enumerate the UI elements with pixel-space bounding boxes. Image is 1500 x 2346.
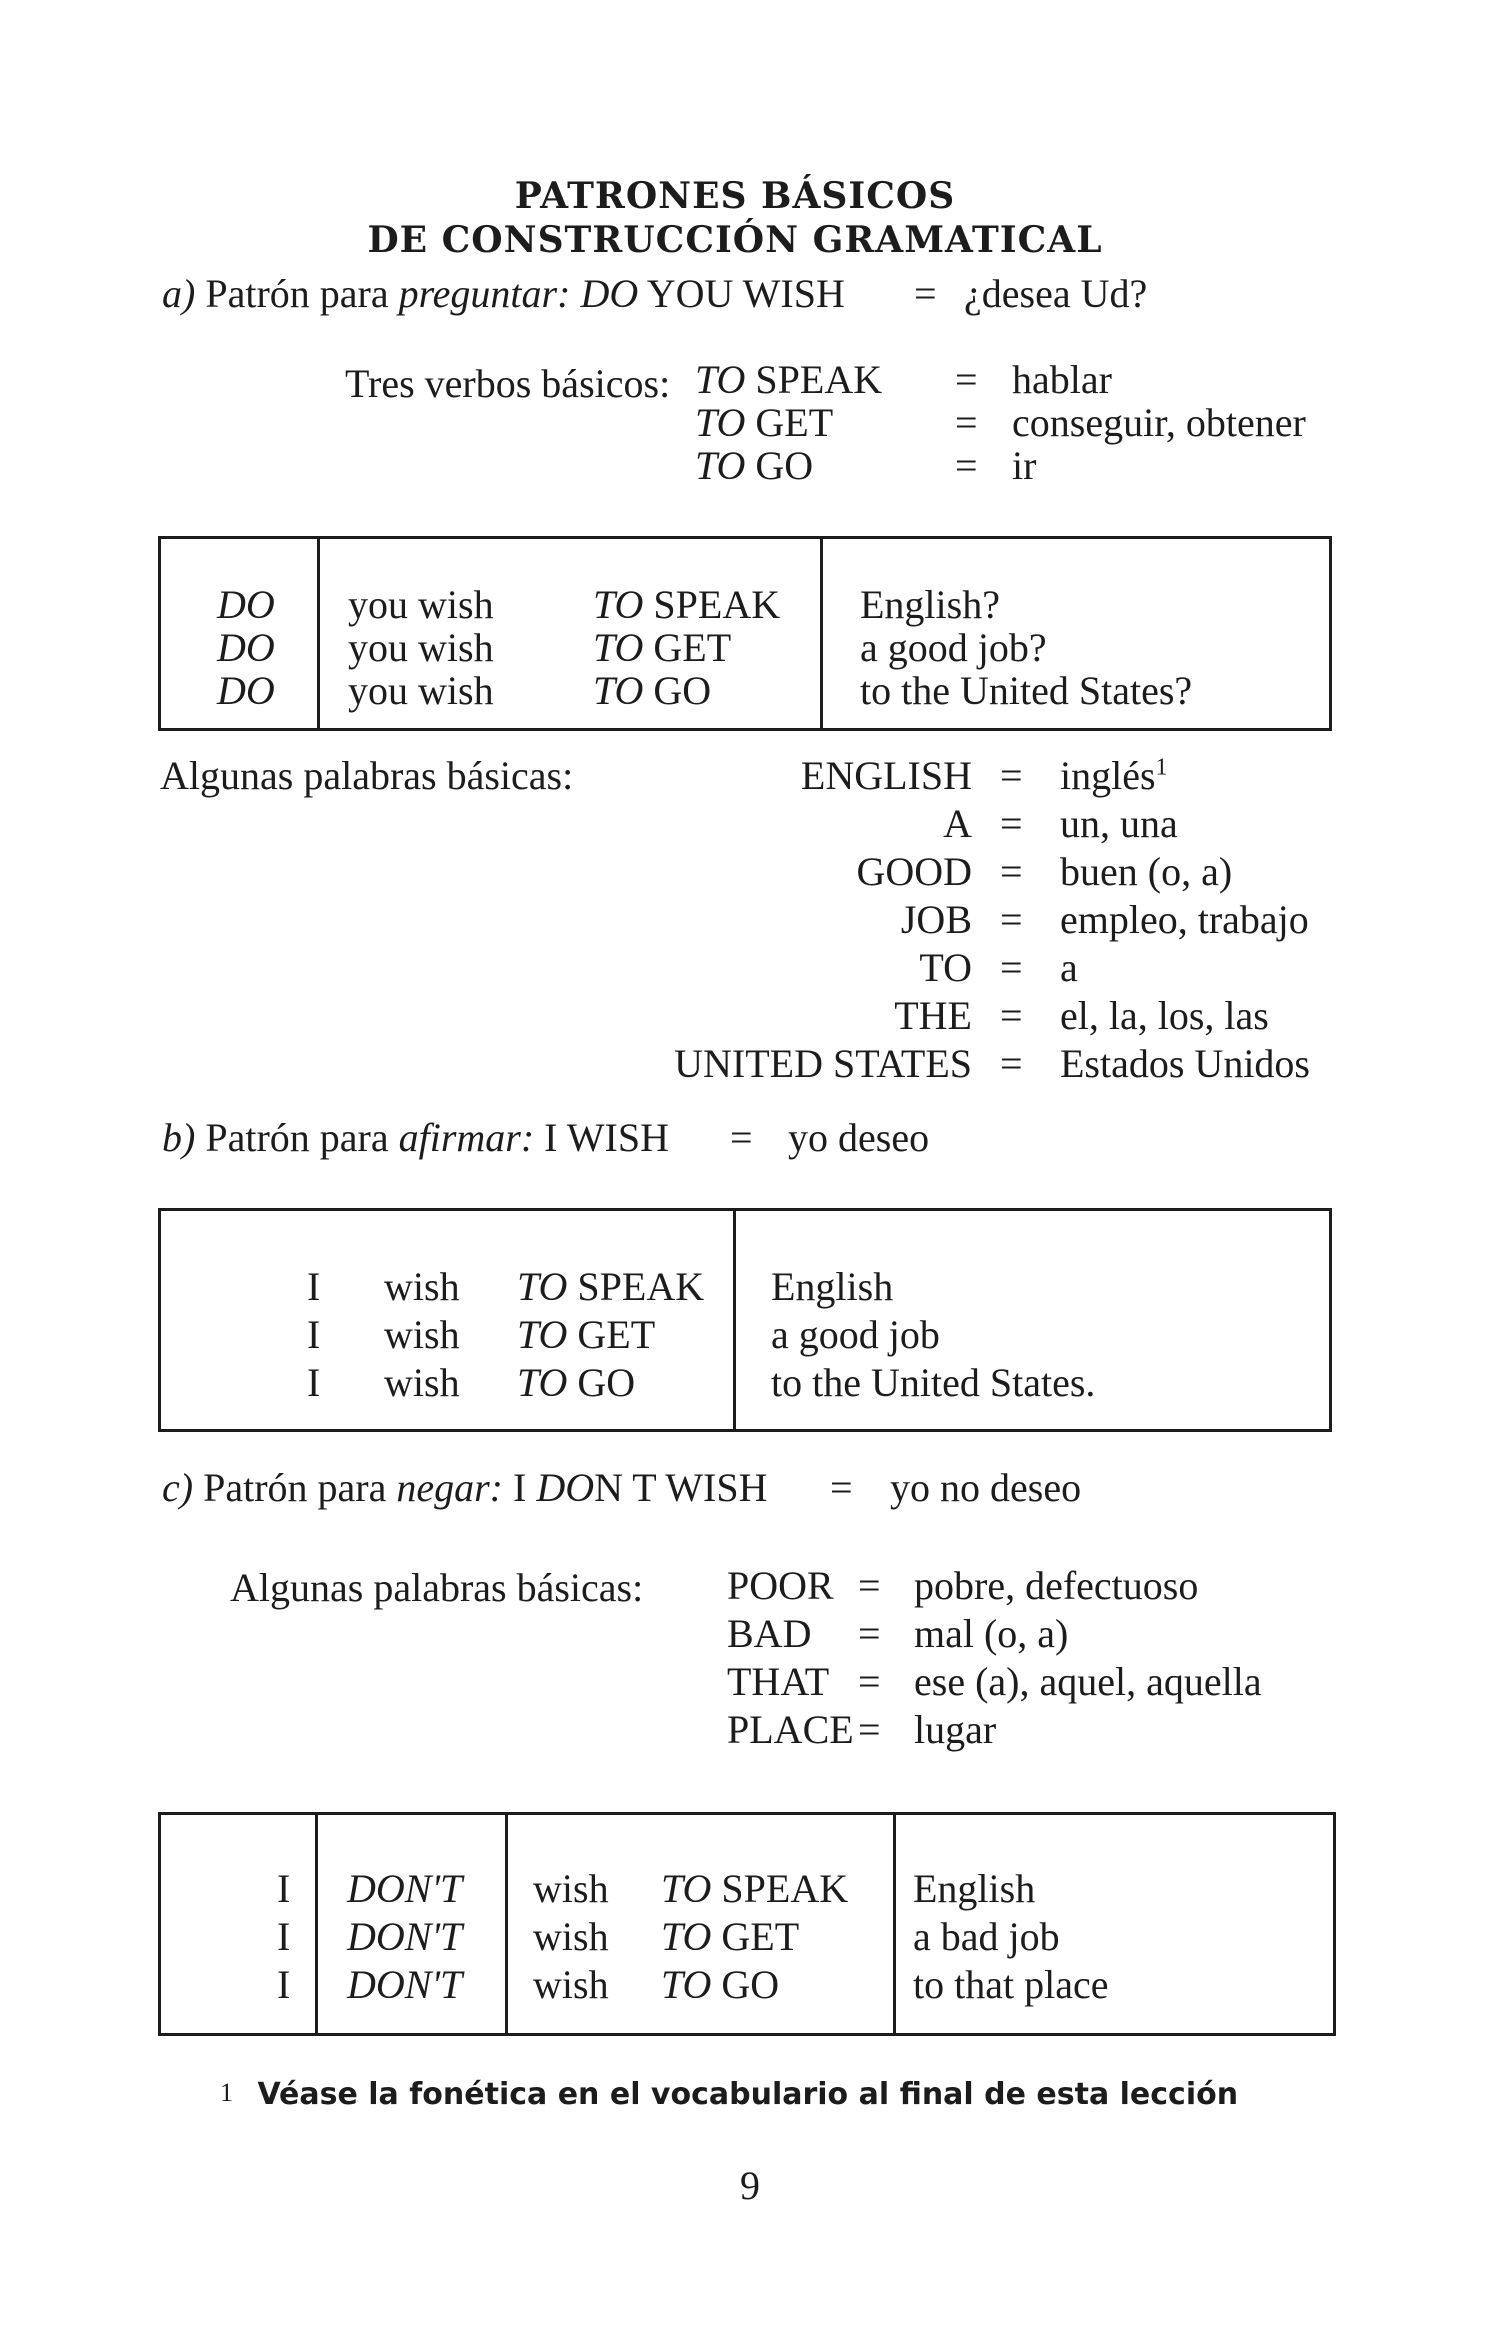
word-eq: = [1000,801,1023,846]
table-row-verb: TO SPEAK [593,582,781,627]
table-b [158,1208,1332,1432]
word-eq: = [858,1707,881,1752]
word-eq: = [1000,1041,1023,1086]
word-es: buen (o, a) [1060,849,1233,894]
table-row-subject: I [277,1914,291,1959]
table-row-do: DO [217,582,275,627]
verb-eq: = [955,357,978,402]
section-c-eq: = [830,1465,853,1510]
section-b-intro: Patrón para [205,1115,389,1160]
word-es: lugar [914,1707,997,1752]
section-b-eq: = [730,1115,753,1160]
section-a-meaning: ¿desea Ud? [964,271,1148,316]
word-es: mal (o, a) [914,1611,1069,1656]
verb-en: TO GET [695,400,834,445]
word-en: BAD [727,1611,812,1656]
word-eq: = [858,1659,881,1704]
table-a-verb-column [593,583,780,712]
page-title-line-1: PATRONES BÁSICOS [514,175,956,217]
words-c-label: Algunas palabras básicas: [230,1565,644,1610]
verb-es: ir [1012,443,1037,488]
table-row-dont: DON'T [347,1914,463,1959]
words-c-eq-column [858,1562,881,1754]
footnote-ref: 1 [1155,754,1168,781]
footnote [220,2077,1239,2112]
word-es: pobre, defectuoso [914,1563,1199,1608]
word-eq: = [858,1611,881,1656]
table-row-object: a bad job [913,1914,1060,1959]
verb-es: conseguir, obtener [1012,400,1306,445]
verbs-es-column [1012,358,1306,487]
verbs-label: Tres verbos básicos: [345,361,671,406]
table-c-divider [505,1815,508,2033]
word-eq: = [1000,753,1023,798]
section-a-letter: a) [162,271,196,316]
word-en: A [943,801,972,846]
table-b-verb-column [517,1263,704,1407]
table-row-dont: DON'T [347,1866,463,1911]
table-row-subject: I [277,1962,291,2007]
table-row-wish: wish [384,1312,460,1357]
table-row-object: to the United States? [860,668,1193,713]
table-c-divider [315,1815,318,2033]
word-es: inglés$^1$ [1060,753,1168,798]
verb-es: hablar [1012,357,1112,402]
word-en: UNITED STATES [674,1041,972,1086]
verb-en: TO GO [695,443,814,488]
section-c-heading [162,1465,768,1510]
verb-eq: = [955,400,978,445]
section-b-pattern: I WISH [544,1115,669,1160]
word-en: ENGLISH [800,753,972,798]
table-row-wish: wish [384,1360,460,1405]
words-c-es-column [914,1562,1262,1754]
table-row-do: DO [217,625,275,670]
word-es: empleo, trabajo [1060,897,1309,942]
table-b-divider [733,1211,736,1429]
table-row-object: to that place [913,1962,1109,2007]
table-row-verb: TO GET [661,1914,800,1959]
table-row-subject: you wish [348,625,494,670]
page-number: 9 [740,2163,760,2208]
section-a-pattern-do: DO [580,271,639,316]
table-row-verb: TO SPEAK [661,1866,849,1911]
table-row-dont: DON'T [347,1962,463,2007]
section-a-heading [162,271,845,316]
table-row-verb: TO SPEAK [517,1264,705,1309]
table-row-verb: TO GET [517,1312,656,1357]
words-a-label: Algunas palabras básicas: [160,753,574,798]
words-a-es-column [1060,752,1310,1088]
table-a-do-column [217,583,275,712]
section-c-pattern-do: DO [536,1465,595,1510]
word-es: ese (a), aquel, aquella [914,1659,1262,1704]
section-a-intro: Patrón para [205,271,389,316]
word-eq: = [1000,897,1023,942]
table-row-object: English [913,1866,1036,1911]
section-c-meaning: yo no deseo [890,1465,1082,1510]
table-a [158,536,1332,731]
table-c-verb-column [661,1865,848,2009]
word-en: JOB [900,897,972,942]
table-b-object-column [771,1263,1095,1407]
table-row-subject: I [307,1312,321,1357]
word-es: a [1060,945,1078,990]
table-row-do: DO [217,668,275,713]
word-es: Estados Unidos [1060,1041,1310,1086]
table-c-object-column [913,1865,1108,2009]
table-a-subject-column [348,583,494,712]
table-row-wish: wish [533,1914,609,1959]
table-row-object: a good job [771,1312,940,1357]
footnote-mark: 1 [220,2078,233,2107]
section-b-verb: afirmar: [398,1115,535,1160]
table-row-subject: you wish [348,582,494,627]
word-es: un, una [1060,801,1178,846]
section-c-pattern-pre: I [512,1465,537,1510]
table-row-object: English? [860,582,1000,627]
table-row-object: to the United States. [771,1360,1096,1405]
table-row-wish: wish [533,1962,609,2007]
section-c-letter: c) [162,1465,194,1510]
word-eq: = [1000,993,1023,1038]
table-row-verb: TO GET [593,625,732,670]
table-row-verb: TO GO [661,1962,780,2007]
word-en: PLACE [727,1707,854,1752]
word-en: POOR [727,1563,834,1608]
section-b-heading [162,1115,669,1160]
words-a-en-column [560,752,972,1088]
table-row-wish: wish [384,1264,460,1309]
verbs-en-column [695,358,882,487]
words-a-eq-column [1000,752,1023,1088]
table-c-subject-column [277,1865,290,2009]
table-b-wish-column [384,1263,460,1407]
table-row-object: a good job? [860,625,1047,670]
word-en: THE [894,993,972,1038]
table-a-divider [317,539,320,728]
table-row-wish: wish [533,1866,609,1911]
page-title-line-2: DE CONSTRUCCIÓN GRAMATICAL [367,219,1103,261]
table-row-subject: I [307,1360,321,1405]
word-eq: = [1000,849,1023,894]
verb-eq: = [955,443,978,488]
word-eq: = [1000,945,1023,990]
word-en: GOOD [856,849,972,894]
table-c-dont-column [347,1865,462,2009]
section-a-eq: = [914,271,937,316]
section-c-intro: Patrón para [203,1465,387,1510]
table-row-subject: I [307,1264,321,1309]
word-en: TO [919,945,972,990]
table-c-wish-column [533,1865,609,2009]
word-en: THAT [727,1659,830,1704]
section-c-verb: negar: [396,1465,503,1510]
section-a-pattern-rest: YOU WISH [638,271,845,316]
footnote-text: Véase la fonética en el vocabulario al final de esta lección [257,2077,1239,2112]
table-row-subject: I [277,1866,291,1911]
table-row-subject: you wish [348,668,494,713]
section-c-pattern-rest: N T WISH [594,1465,768,1510]
table-c [158,1812,1336,2036]
section-a-verb: preguntar: [398,271,571,316]
section-b-meaning: yo deseo [788,1115,930,1160]
table-row-verb: TO GO [517,1360,636,1405]
word-eq: = [858,1563,881,1608]
table-row-verb: TO GO [593,668,712,713]
verb-en: TO SPEAK [695,357,883,402]
verbs-eq-column [955,358,978,487]
table-c-divider [893,1815,896,2033]
word-es: el, la, los, las [1060,993,1269,1038]
table-a-object-column [860,583,1192,712]
words-c-en-column [727,1562,854,1754]
table-a-divider [820,539,823,728]
table-b-subject-column [307,1263,320,1407]
table-row-object: English [771,1264,894,1309]
section-b-letter: b) [162,1115,196,1160]
